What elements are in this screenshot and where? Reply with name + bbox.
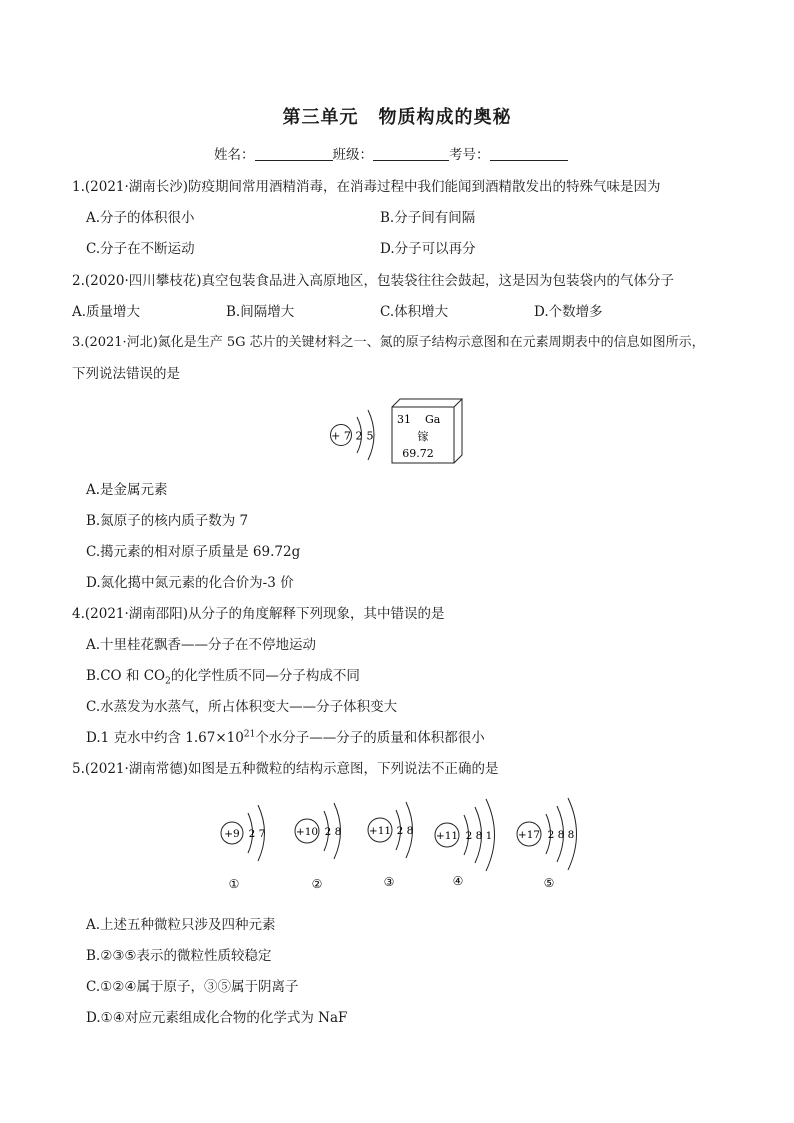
particle-3-electrons: 2 8 xyxy=(396,825,414,837)
atom-shell-1-electrons: 2 xyxy=(355,429,363,443)
page-title xyxy=(0,103,794,129)
q3-figure xyxy=(326,398,466,470)
element-number: 31 xyxy=(397,413,411,426)
particle-5-charge: +17 xyxy=(517,829,541,841)
exam-label: 考号： xyxy=(449,147,490,163)
q1-option-c[interactable]: C.分子在不断运动 xyxy=(86,241,195,257)
particle-1-label: ① xyxy=(228,877,240,891)
particle-4-diagram xyxy=(435,799,495,888)
nitrogen-atom-diagram xyxy=(331,410,375,460)
particle-5-diagram xyxy=(517,798,577,890)
class-label: 班级： xyxy=(332,147,373,163)
particle-3-charge: +11 xyxy=(368,825,392,837)
q2-option-d[interactable]: D.个数增多 xyxy=(534,304,603,320)
particle-2-charge: +10 xyxy=(295,826,319,838)
element-mass: 69.72 xyxy=(402,447,434,460)
q2-option-a[interactable]: A.质量增大 xyxy=(72,304,141,320)
particle-1-electrons: 2 7 xyxy=(248,828,266,840)
question-1-stem: 1.(2021·湖南长沙)防疫期间常用酒精消毒，在消毒过程中我们能闻到酒精散发出的特殊气味是因为 xyxy=(72,179,661,195)
particle-3-diagram xyxy=(368,802,413,889)
q5-option-d[interactable]: D.①④对应元素组成化合物的化学式为 NaF xyxy=(86,1010,348,1026)
q4-option-b-text-end: 的化学性质不同—分子构成不同 xyxy=(170,668,360,684)
q5-figure xyxy=(200,790,620,900)
q4-option-d-text: D.1 克水中约含 1.67×10 xyxy=(86,730,244,746)
element-name: 镓 xyxy=(417,430,429,443)
exam-blank[interactable] xyxy=(490,146,568,161)
name-blank[interactable] xyxy=(255,146,333,161)
atom-shell-2-electrons: 5 xyxy=(366,429,374,443)
particle-4-label: ④ xyxy=(452,874,464,888)
q4-option-d[interactable] xyxy=(86,726,485,746)
particle-4-charge: +11 xyxy=(435,830,459,842)
student-info-line xyxy=(214,143,568,163)
particle-4-electrons: 2 8 1 xyxy=(465,830,493,842)
particle-5-electrons: 2 8 8 xyxy=(547,829,575,841)
question-2-stem: 2.(2020·四川攀枝花)真空包装食品进入高原地区，包装袋往往会鼓起，这是因为包装袋内的气体分子 xyxy=(72,273,675,289)
name-label: 姓名： xyxy=(214,147,255,163)
particle-1-charge: +9 xyxy=(224,828,240,840)
title-topic: 物质构成的奥秘 xyxy=(378,107,512,128)
q4-option-c[interactable]: C.水蒸发为水蒸气，所占体积变大——分子体积变大 xyxy=(86,699,398,715)
question-5-stem: 5.(2021·湖南常德)如图是五种微粒的结构示意图，下列说法不正确的是 xyxy=(72,761,499,777)
q4-option-d-superscript: 21 xyxy=(243,729,256,740)
q3-option-a[interactable]: A.是金属元素 xyxy=(86,482,168,498)
particle-2-electrons: 2 8 xyxy=(324,826,342,838)
q4-option-b-text: B.CO 和 CO xyxy=(86,668,166,684)
atom-nucleus-charge: + 7 xyxy=(331,429,351,443)
particle-2-diagram xyxy=(295,803,341,891)
periodic-table-cell xyxy=(392,399,462,463)
class-blank[interactable] xyxy=(373,146,449,161)
q1-option-d[interactable]: D.分子可以再分 xyxy=(380,241,476,257)
q4-option-a[interactable]: A.十里桂花飘香——分子在不停地运动 xyxy=(86,637,317,653)
cell-side-face xyxy=(454,399,462,463)
question-3-stem-line1: 3.(2021·河北)氮化是生产 5G 芯片的关键材料之一、氮的原子结构示意图和在元素周期表中的信息如图所示， xyxy=(72,335,705,350)
question-4-stem: 4.(2021·湖南邵阳)从分子的角度解释下列现象，其中错误的是 xyxy=(72,606,445,622)
q2-option-c[interactable]: C.体积增大 xyxy=(380,304,449,320)
q5-option-b[interactable]: B.②③⑤表示的微粒性质较稳定 xyxy=(86,948,272,964)
q1-option-b[interactable]: B.分子间有间隔 xyxy=(380,210,476,226)
q3-option-b[interactable]: B.氮原子的核内质子数为 7 xyxy=(86,513,249,529)
question-3-stem-line2: 下列说法错误的是 xyxy=(72,366,180,382)
title-unit: 第三单元 xyxy=(282,107,359,128)
particle-1-diagram xyxy=(221,805,265,891)
q4-option-d-text-end: 个水分子——分子的质量和体积都很小 xyxy=(255,730,485,746)
particle-2-label: ② xyxy=(311,877,323,891)
q1-option-a[interactable]: A.分子的体积很小 xyxy=(86,210,195,226)
cell-top-face xyxy=(392,399,462,407)
q5-option-c[interactable]: C.①②④属于原子，③⑤属于阴离子 xyxy=(86,979,299,995)
q4-option-b-subscript: 2 xyxy=(165,676,171,687)
q2-option-b[interactable]: B.间隔增大 xyxy=(226,304,295,320)
q3-option-c[interactable]: C.擖元素的相对原子质量是 69.72g xyxy=(86,544,301,560)
q3-option-d[interactable]: D.氮化擖中氮元素的化合价为-3 价 xyxy=(86,575,294,591)
particle-3-label: ③ xyxy=(383,875,395,889)
q5-option-a[interactable]: A.上述五种微粒只涉及四种元素 xyxy=(86,917,276,933)
element-symbol: Ga xyxy=(425,413,441,426)
particle-5-label: ⑤ xyxy=(543,876,555,890)
q4-option-b[interactable] xyxy=(86,664,360,687)
